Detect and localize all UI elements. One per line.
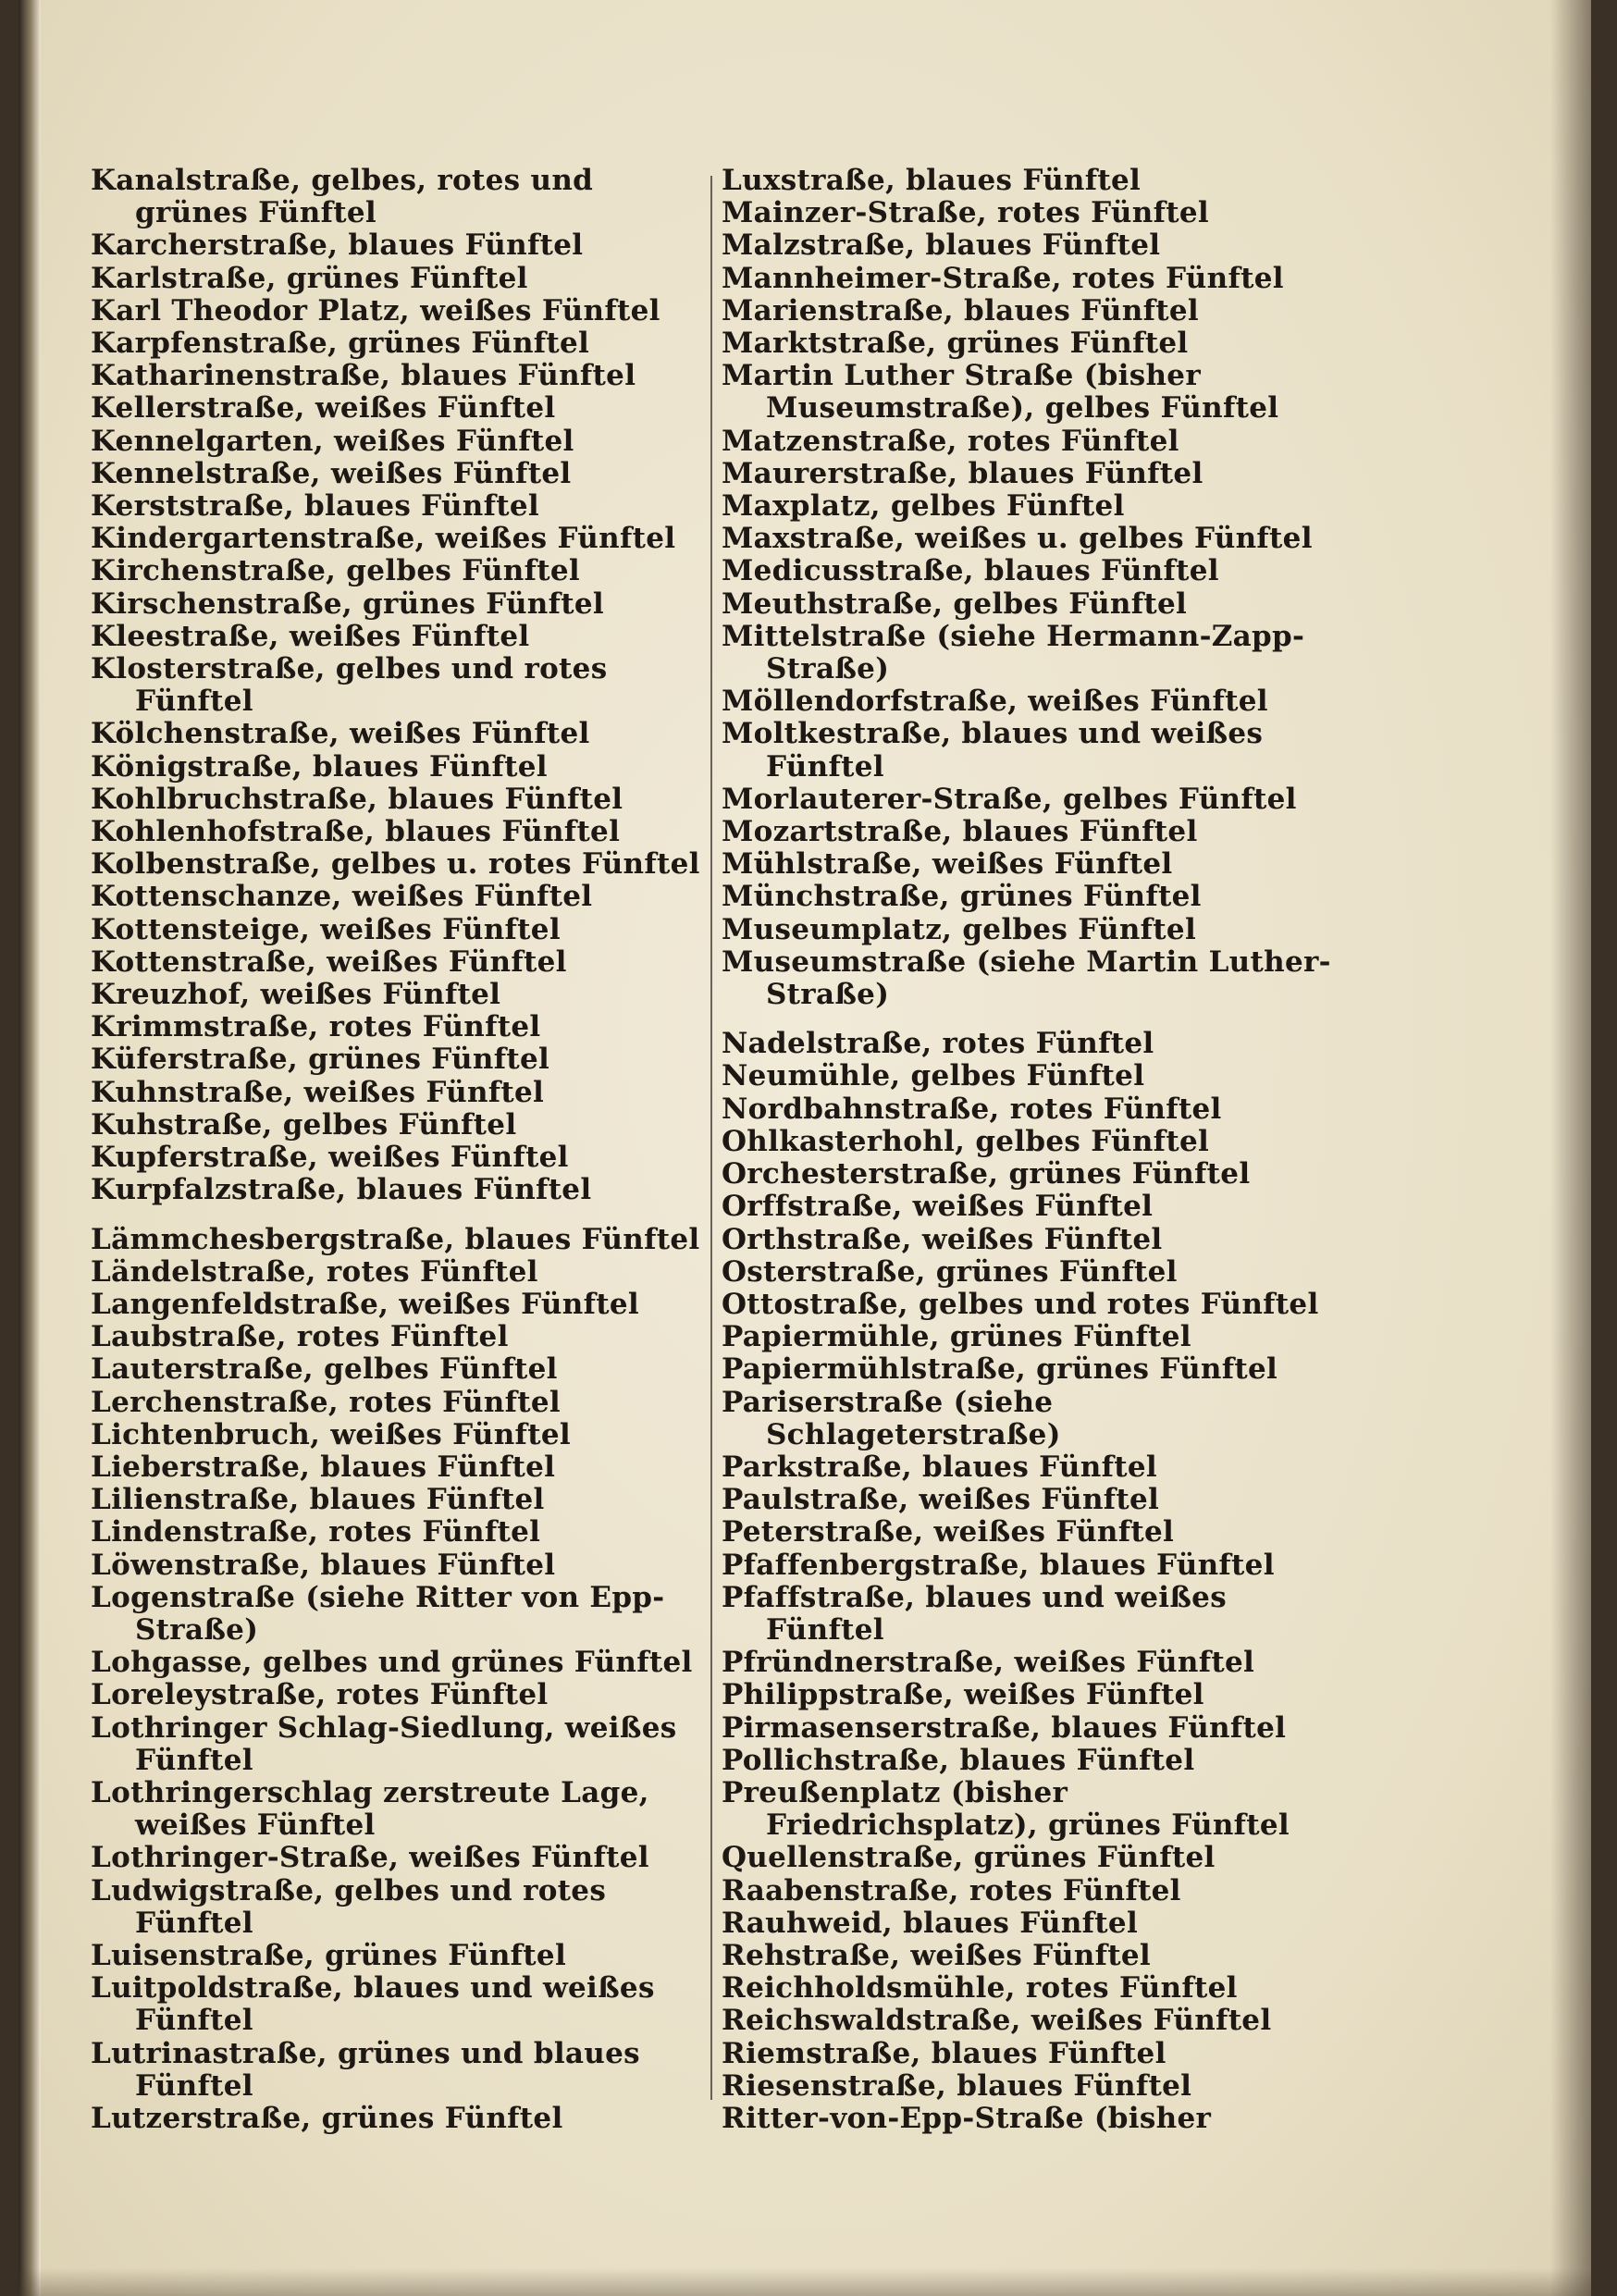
street-entry: Lämmchesbergstraße, blaues Fünftel — [91, 1222, 700, 1256]
street-entry: Marienstraße, blaues Fünftel — [722, 293, 1199, 327]
street-entry: Küferstraße, grünes Fünftel — [91, 1043, 550, 1077]
street-entry: Möllendorfstraße, weißes Fünftel — [722, 685, 1268, 719]
street-entry: Kolbenstraße, gelbes u. rotes Fünftel — [91, 847, 700, 882]
street-entry: Klosterstraße, gelbes und rotes Fünftel — [91, 652, 608, 719]
street-entry: Lauterstraße, gelbes Fünftel — [91, 1352, 558, 1387]
right-column — [722, 165, 1332, 2135]
street-entry: Lindenstraße, rotes Fünftel — [91, 1515, 541, 1549]
left-column — [91, 165, 701, 2135]
street-entry: Pfaffenbergstraße, blaues Fünftel — [722, 1548, 1275, 1582]
street-entry: Papiermühlstraße, grünes Fünftel — [722, 1352, 1278, 1387]
street-entry: Karpfenstraße, grünes Fünftel — [91, 327, 590, 361]
street-entry: Kottenstraße, weißes Fünftel — [91, 944, 567, 979]
page-bottom-shade — [19, 2268, 1591, 2296]
street-entry: Mozartstraße, blaues Fünftel — [722, 815, 1198, 849]
street-entry: Kennelstraße, weißes Fünftel — [91, 456, 572, 490]
street-entry: Kleestraße, weißes Fünftel — [91, 619, 530, 653]
street-entry: Kuhnstraße, weißes Fünftel — [91, 1075, 545, 1109]
street-entry: Orffstraße, weißes Fünftel — [722, 1190, 1154, 1224]
street-entry: Logenstraße (siehe Ritter von Epp-Straße) — [91, 1580, 665, 1647]
street-entry: Ottostraße, gelbes und rotes Fünftel — [722, 1287, 1319, 1321]
street-entry: Kirchenstraße, gelbes Fünftel — [91, 554, 580, 588]
street-entry: Mühlstraße, weißes Fünftel — [722, 847, 1173, 882]
street-entry: Museumstraße (siehe Martin Luther-Straße) — [722, 944, 1331, 1012]
street-entry: Mittelstraße (siehe Hermann-Zapp-Straße) — [722, 619, 1305, 686]
page-right-shadow — [1550, 0, 1591, 2296]
street-entry: Karlstraße, grünes Fünftel — [91, 261, 528, 295]
street-entry: Paulstraße, weißes Fünftel — [722, 1483, 1160, 1517]
street-entry: Moltkestraße, blaues und weißes Fünftel — [722, 717, 1264, 784]
street-entry: Luitpoldstraße, blaues und weißes Fünftel — [91, 1971, 655, 2038]
street-entry: Luisenstraße, grünes Fünftel — [91, 1938, 567, 1972]
street-entry: Medicusstraße, blaues Fünftel — [722, 554, 1219, 588]
street-entry: Kreuzhof, weißes Fünftel — [91, 978, 501, 1012]
street-entry: Kurpfalzstraße, blaues Fünftel — [91, 1173, 592, 1207]
street-entry: Ludwigstraße, gelbes und rotes Fünftel — [91, 1873, 607, 1940]
street-entry: Morlauterer-Straße, gelbes Fünftel — [722, 782, 1297, 816]
street-entry: Matzenstraße, rotes Fünftel — [722, 424, 1179, 458]
street-entry: Lerchenstraße, rotes Fünftel — [91, 1385, 561, 1419]
street-entry: Kottensteige, weißes Fünftel — [91, 912, 561, 946]
street-entry: Maurerstraße, blaues Fünftel — [722, 456, 1203, 490]
street-entry: Maxplatz, gelbes Fünftel — [722, 489, 1125, 524]
street-entry: Riesenstraße, blaues Fünftel — [722, 2068, 1192, 2103]
street-entry: Königstraße, blaues Fünftel — [91, 749, 548, 784]
street-entry: Ländelstraße, rotes Fünftel — [91, 1254, 538, 1289]
street-entry: Museumplatz, gelbes Fünftel — [722, 912, 1197, 946]
street-entry: Mannheimer-Straße, rotes Fünftel — [722, 261, 1284, 295]
street-entry: Mainzer-Straße, rotes Fünftel — [722, 196, 1209, 230]
street-entry: Pfründnerstraße, weißes Fünftel — [722, 1646, 1255, 1680]
street-entry: Reichholdsmühle, rotes Fünftel — [722, 1971, 1238, 2006]
street-entry: Laubstraße, rotes Fünftel — [91, 1320, 509, 1354]
page-binding-edge — [19, 0, 41, 2296]
street-entry: Lohgasse, gelbes und grünes Fünftel — [91, 1646, 693, 1680]
street-entry: Kanalstraße, gelbes, rotes und grünes Fünftel — [91, 164, 594, 230]
street-entry: Kupferstraße, weißes Fünftel — [91, 1141, 569, 1175]
street-entry: Pariserstraße (siehe Schlageterstraße) — [722, 1385, 1061, 1451]
street-entry: Münchstraße, grünes Fünftel — [722, 880, 1202, 914]
street-entry: Reichswaldstraße, weißes Fünftel — [722, 2004, 1272, 2038]
street-entry: Lutzerstraße, grünes Fünftel — [91, 2101, 563, 2135]
street-entry: Kuhstraße, gelbes Fünftel — [91, 1107, 517, 1142]
street-entry: Neumühle, gelbes Fünftel — [722, 1059, 1145, 1093]
street-entry: Marktstraße, grünes Fünftel — [722, 327, 1189, 361]
street-entry: Nordbahnstraße, rotes Fünftel — [722, 1092, 1222, 1126]
street-entry: Orthstraße, weißes Fünftel — [722, 1222, 1163, 1256]
street-entry: Kerststraße, blaues Fünftel — [91, 489, 539, 524]
street-entry: Lothringer Schlag-Siedlung, weißes Fünftel — [91, 1710, 677, 1777]
street-entry: Karl Theodor Platz, weißes Fünftel — [91, 293, 660, 327]
street-entry: Kennelgarten, weißes Fünftel — [91, 424, 574, 458]
street-entry: Loreleystraße, rotes Fünftel — [91, 1678, 549, 1712]
street-entry: Kindergartenstraße, weißes Fünftel — [91, 522, 676, 556]
street-entry: Karcherstraße, blaues Fünftel — [91, 228, 584, 263]
street-entry: Papiermühle, grünes Fünftel — [722, 1320, 1191, 1354]
street-entry: Luxstraße, blaues Fünftel — [722, 164, 1142, 197]
street-entry: Lieberstraße, blaues Fünftel — [91, 1450, 556, 1484]
street-entry: Ritter-von-Epp-Straße (bisher — [722, 2101, 1212, 2135]
street-entry: Kottenschanze, weißes Fünftel — [91, 880, 593, 914]
street-entry: Osterstraße, grünes Fünftel — [722, 1254, 1178, 1289]
book-page — [19, 0, 1591, 2296]
street-entry: Lothringer-Straße, weißes Fünftel — [91, 1841, 649, 1875]
street-entry: Parkstraße, blaues Fünftel — [722, 1450, 1157, 1484]
street-entry: Rauhweid, blaues Fünftel — [722, 1906, 1139, 1940]
street-entry: Philippstraße, weißes Fünftel — [722, 1678, 1204, 1712]
street-entry: Ohlkasterhohl, gelbes Fünftel — [722, 1124, 1210, 1158]
street-entry: Raabenstraße, rotes Fünftel — [722, 1873, 1181, 1907]
street-entry: Riemstraße, blaues Fünftel — [722, 2036, 1166, 2070]
street-entry: Peterstraße, weißes Fünftel — [722, 1515, 1175, 1549]
street-entry: Lothringerschlag zerstreute Lage, weißes Fünftel — [91, 1775, 649, 1843]
street-entry: Malzstraße, blaues Fünftel — [722, 228, 1161, 263]
street-entry: Lichtenbruch, weißes Fünftel — [91, 1417, 571, 1451]
street-entry: Kohlbruchstraße, blaues Fünftel — [91, 782, 623, 816]
street-entry: Rehstraße, weißes Fünftel — [722, 1938, 1151, 1972]
street-entry: Nadelstraße, rotes Fünftel — [722, 1027, 1154, 1061]
street-entry: Pirmasenserstraße, blaues Fünftel — [722, 1710, 1287, 1745]
street-entry: Lutrinastraße, grünes und blaues Fünftel — [91, 2036, 640, 2103]
street-entry: Kellerstraße, weißes Fünftel — [91, 391, 556, 426]
column-divider — [710, 176, 712, 2100]
street-entry: Langenfeldstraße, weißes Fünftel — [91, 1287, 639, 1321]
street-entry: Martin Luther Straße (bisher Museumstraße), gelbes Fünftel — [722, 359, 1279, 426]
street-entry: Pollichstraße, blaues Fünftel — [722, 1743, 1195, 1777]
street-entry: Lilienstraße, blaues Fünftel — [91, 1483, 545, 1517]
street-entry: Orchesterstraße, grünes Fünftel — [722, 1157, 1251, 1191]
street-entry: Kirschenstraße, grünes Fünftel — [91, 586, 604, 621]
street-entry: Meuthstraße, gelbes Fünftel — [722, 586, 1188, 621]
street-entry: Maxstraße, weißes u. gelbes Fünftel — [722, 522, 1313, 556]
street-entry: Kohlenhofstraße, blaues Fünftel — [91, 815, 621, 849]
street-entry: Preußenplatz (bisher Friedrichsplatz), grünes Fünftel — [722, 1775, 1290, 1843]
street-entry: Katharinenstraße, blaues Fünftel — [91, 359, 636, 393]
street-entry: Kölchenstraße, weißes Fünftel — [91, 717, 590, 751]
street-entry: Quellenstraße, grünes Fünftel — [722, 1841, 1216, 1875]
street-entry: Krimmstraße, rotes Fünftel — [91, 1010, 541, 1044]
street-entry: Löwenstraße, blaues Fünftel — [91, 1548, 556, 1582]
street-entry: Pfaffstraße, blaues und weißes Fünftel — [722, 1580, 1227, 1647]
